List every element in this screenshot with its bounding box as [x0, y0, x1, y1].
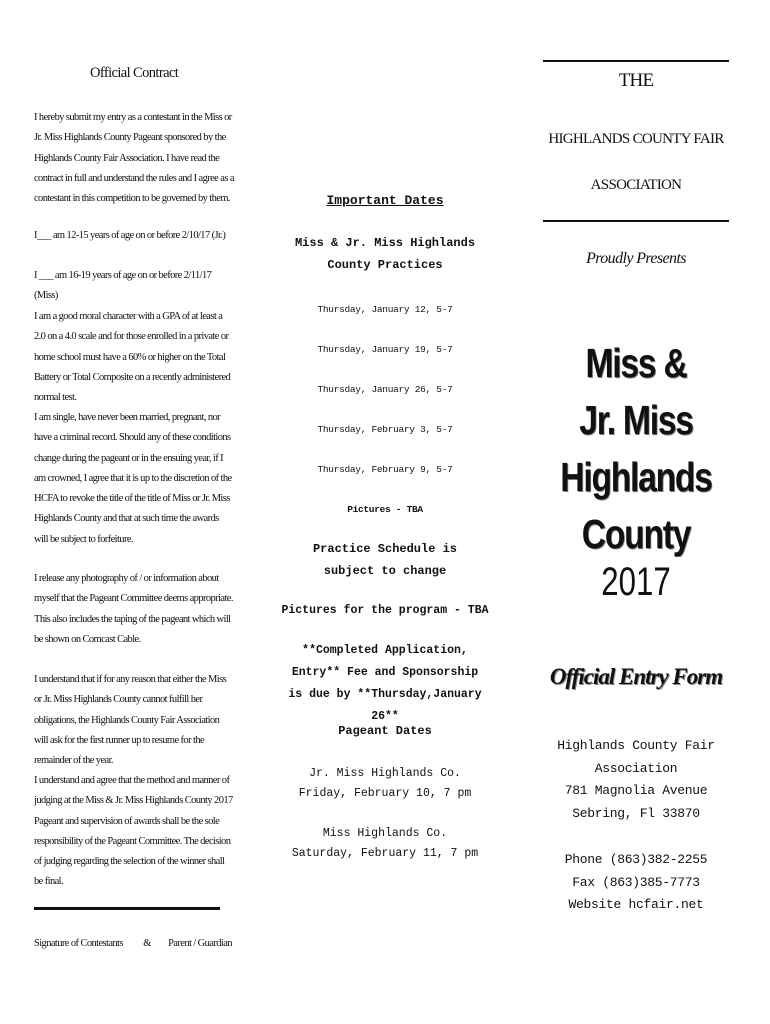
organization-line: ASSOCIATION	[590, 177, 682, 193]
organization-line: HIGHLANDS COUNTY FAIR	[548, 131, 724, 147]
practice-date: Thursday, February 3, 5-7	[317, 424, 453, 435]
important-dates-heading: Important Dates	[326, 193, 444, 208]
miss-age-statement: I ___ am 16-19 years of age on or before 2/11/17 (Miss)	[34, 270, 212, 302]
proudly-presents: Proudly Presents	[586, 250, 686, 267]
practice-date: Thursday, February 9, 5-7	[317, 464, 453, 475]
headline-line: Miss &	[585, 340, 687, 386]
address-line: Highlands County Fair Association	[557, 738, 715, 776]
organization-name	[543, 116, 729, 208]
headline-line: Highlands	[560, 454, 712, 500]
phone-number: Phone (863)382-2255	[564, 852, 708, 867]
address-line: Sebring, Fl 33870	[572, 805, 700, 821]
photography-release-statement: I release any photography of / or information about myself that the Pageant Committee deems appropriate. This also includes the taping of the pageant which will be shown on Comcast Cable.	[34, 573, 233, 645]
address-block	[543, 735, 729, 825]
miss-event-name: Miss Highlands Co.	[322, 827, 448, 840]
jr-miss-event-name: Jr. Miss Highlands Co.	[309, 767, 461, 780]
single-status-statement: I am single, have never been married, pregnant, nor have a criminal record. Should any of these conditions change during the pageant or in the ensuing year, if I am crowned, I agree that it is up to the discretion of the HCFA to revoke the title of the title of Miss or Jr. Miss Highlands County and that at such time the awards will be subject to forfeiture.	[34, 412, 232, 545]
signature-line	[34, 907, 220, 910]
practice-date: Thursday, January 19, 5-7	[317, 344, 453, 355]
contract-title: Official Contract	[90, 65, 179, 81]
application-deadline: **Completed Application, Entry** Fee and Sponsorship is due by **Thursday,January 26**	[288, 644, 482, 723]
pageant-dates-heading: Pageant Dates	[338, 724, 432, 738]
fax-number: Fax (863)385-7773	[572, 874, 700, 890]
ampersand: &	[143, 938, 151, 949]
headline-line: County	[581, 511, 691, 557]
jr-age-statement: I___ am 12-15 years of age on or before 2/10/17 (Jr.)	[34, 230, 226, 241]
signature-labels	[34, 934, 254, 954]
pageant-headline	[560, 335, 713, 563]
top-rule	[543, 60, 729, 62]
contract-intro: I hereby submit my entry as a contestant in the Miss or Jr. Miss Highlands County Pageant sponsored by the Highlands County Fair Association. I have read the contract in full and understand the rules and I agree as a contestant in this competition to be governed by them.	[34, 112, 234, 205]
website: Website hcfair.net	[568, 897, 704, 912]
jr-miss-event-date: Friday, February 10, 7 pm	[298, 787, 472, 800]
headline-line: Jr. Miss	[579, 397, 693, 443]
program-pictures-note: Pictures for the program - TBA	[281, 604, 489, 617]
obligations-statement: I understand that if for any reason that either the Miss or Jr. Miss Highlands County cannot fulfill her obligations, the Highlands County Fair Association will ask for the first runner up to resume for the remainder of the year.	[34, 674, 227, 767]
parent-signature-label: Parent / Guardian	[168, 938, 232, 949]
pageant-year: 2017	[601, 560, 671, 604]
judging-statement: I understand and agree that the method and manner of judging at the Miss & Jr. Miss Highlands County 2017 Pageant and supervision of awards shall be the sole responsibility of the Pageant Committee. The decision of judging regarding the selection of the winner shall be final.	[34, 775, 233, 888]
the-heading: THE	[618, 70, 654, 91]
practices-heading: Miss & Jr. Miss Highlands County Practices	[294, 236, 476, 272]
pictures-tba: Pictures - TBA	[347, 504, 423, 515]
moral-character-statement: I am a good moral character with a GPA of at least a 2.0 on a 4.0 scale and for those enrolled in a private or home school must have a 60% or higher on the Total Battery or Total Composite on a recently administered normal test.	[34, 311, 231, 404]
official-entry-form-title: Official Entry Form	[549, 664, 723, 689]
practice-date: Thursday, January 26, 5-7	[317, 384, 453, 395]
bottom-rule	[543, 220, 729, 222]
practice-date: Thursday, January 12, 5-7	[317, 304, 453, 315]
address-line: 781 Magnolia Avenue	[564, 783, 708, 798]
schedule-change-note: Practice Schedule is subject to change	[312, 542, 458, 578]
contestant-signature-label: Signature of Contestants	[34, 938, 123, 949]
contact-block	[543, 849, 729, 917]
miss-event-date: Saturday, February 11, 7 pm	[291, 847, 479, 860]
